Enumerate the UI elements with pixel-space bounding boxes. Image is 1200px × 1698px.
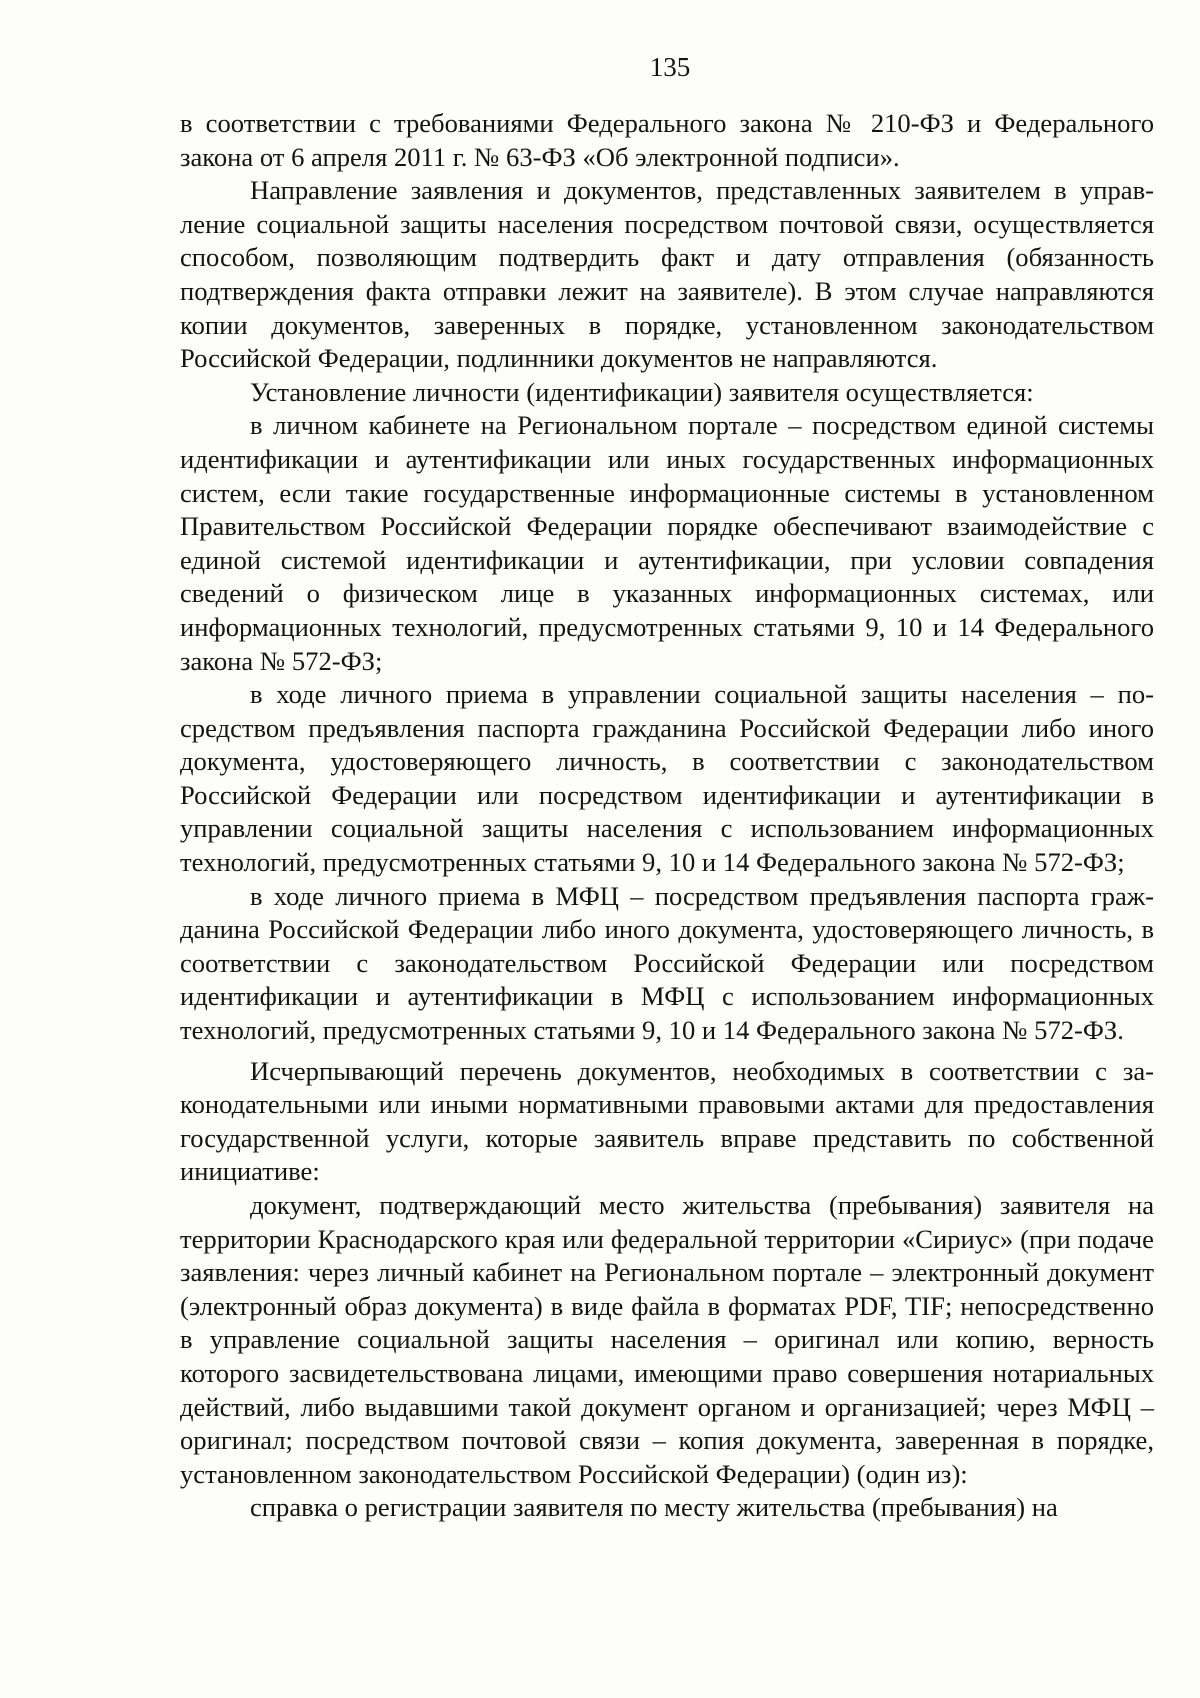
paragraph-registration-certificate: справка о регистрации заявителя по месту жительства (пребывания) на (250, 1492, 1058, 1523)
paragraph-personal-account-identification: в личном кабинете на Региональном портале – посредством единой системы идентификации и аутентификации или иных государственных информационных систем, если такие государственные информационные системы в установленном Правительством Российской Федерации порядке обеспечивают взаимодействие с единой системой идентификации и аутентификации, при условии совпадения сведений о физическом лице в указанных информационных системах, или информационных технологий, предусмотренных статьями 9, 10 и 14 Федерального закона № 572-ФЗ; (180, 410, 1154, 676)
paragraph-social-protection-office-identification: в ходе личного приема в управлении социальной защиты населения – посредством предъявления паспорта гражданина Российской Федерации либо иного документа, удостоверяющего личность, в соответствии с законодательством Российской Федерации или посредством идентификации и аутентификации в управлении социальной защиты населения с использованием информационных технологий, предусмотренных статьями 9, 10 и 14 Федерального закона № 572-ФЗ; (180, 679, 1154, 878)
paragraph-postal-submission: Направление заявления и документов, представленных заявителем в управление социальной защиты населения посредством почтовой связи, осуществляется способом, позволяющим подтвердить факт и дату отправления (обязанность подтверждения факта отправки лежит на заявителе). В этом случае направляются копии документов, заверенных в порядке, установленном законодательством Российской Федерации, подлинники документов не направляются. (180, 175, 1154, 374)
paragraph-electronic-signature-law: в соответствии с требованиями Федерального закона № 210-ФЗ и Федерального закона от 6 апреля 2011 г. № 63-ФЗ «Об электронной подписи». (180, 108, 1154, 172)
document-body (180, 107, 1154, 1525)
paragraph-identity-establishment: Установление личности (идентификации) заявителя осуществляется: (250, 376, 1034, 407)
paragraph-mfc-identification: в ходе личного приема в МФЦ – посредством предъявления паспорта гражданина Российской Федерации либо иного документа, удостоверяющего личность, в соответствии с законодательством Российской Федерации или посредством идентификации и аутентификации в МФЦ с использованием информационных технологий, предусмотренных статьями 9, 10 и 14 Федерального закона № 572-ФЗ. (180, 880, 1154, 1046)
paragraph-documents-list-intro: Исчерпывающий перечень документов, необходимых в соответствии с законодательными или иными нормативными правовыми актами для предоставления государственной услуги, которые заявитель вправе представить по собственной инициативе: (180, 1055, 1154, 1187)
paragraph-residence-document: документ, подтверждающий место жительства (пребывания) заявителя на территории Краснодарского края или федеральной территории «Сириус» (при подаче заявления: через личный кабинет на Региональном портале – электронный документ (электронный образ документа) в виде файла в форматах PDF, TIF; непосредственно в управление социальной защиты населения – оригинал или копию, верность которого засвидетельствована лицами, имеющими право совершения нотариальных действий, либо выдавшими такой документ органом и организацией; через МФЦ – оригинал; посредством почтовой связи – копия документа, заверенная в порядке, установленном законодательством Российской Федерации) (один из): (180, 1190, 1154, 1489)
page-number: 135 (649, 52, 691, 82)
